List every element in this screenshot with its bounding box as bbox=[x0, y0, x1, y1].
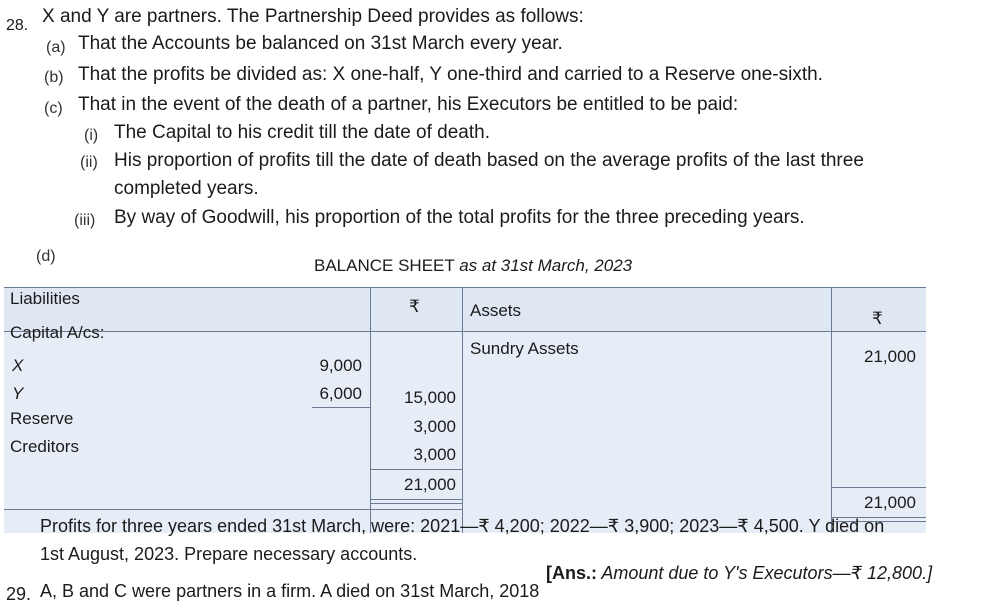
answer-label: Ans.: bbox=[552, 563, 597, 583]
col-divider-liabilities bbox=[370, 287, 371, 533]
assets-total-rule-top bbox=[831, 487, 926, 488]
header-liabilities: Liabilities bbox=[10, 289, 80, 308]
col-divider-middle bbox=[462, 287, 463, 533]
answer-open-bracket: [ bbox=[546, 563, 552, 583]
profits-statement-continuation: 1st August, 2023. Prepare necessary accounts. bbox=[40, 544, 418, 564]
balance-sheet-title bbox=[314, 256, 632, 276]
table-top-border bbox=[4, 287, 926, 288]
creditors-label: Creditors bbox=[10, 437, 79, 456]
partner-x-label: X bbox=[12, 356, 24, 375]
subitem-ii-continuation: completed years. bbox=[114, 178, 259, 199]
question-intro: X and Y are partners. The Partnership Deed provides as follows: bbox=[42, 6, 584, 27]
item-mark-a: (a) bbox=[46, 39, 66, 56]
question-number: 28. bbox=[6, 17, 29, 34]
header-assets: Assets bbox=[470, 301, 522, 320]
item-c-text: That in the event of the death of a partner, his Executors be entitled to be paid: bbox=[78, 94, 739, 115]
subitem-mark-iii: (iii) bbox=[74, 212, 96, 229]
balance-sheet-title-prefix: BALANCE SHEET bbox=[314, 256, 460, 275]
partner-x-capital: 9,000 bbox=[319, 356, 362, 375]
table-bottom-border bbox=[4, 509, 462, 510]
item-mark-b: (b) bbox=[44, 69, 64, 86]
profits-statement: Profits for three years ended 31st March, were: 2021—₹ 4,200; 2022—₹ 3,900; 2023—₹ 4,500. Y died on bbox=[40, 516, 885, 536]
col-divider-assets bbox=[831, 287, 832, 533]
capital-total: 15,000 bbox=[404, 388, 456, 407]
partner-y-label: Y bbox=[12, 384, 24, 403]
liabilities-total-rule-double bbox=[370, 503, 462, 504]
sundry-assets-value: 21,000 bbox=[864, 347, 916, 366]
balance-sheet-title-date: as at 31st March, 2023 bbox=[459, 256, 633, 275]
question-29-text: A, B and C were partners in a firm. A died on 31st March, 2018 bbox=[40, 581, 540, 601]
header-bottom-border bbox=[4, 331, 926, 332]
liabilities-total-rule-top bbox=[370, 469, 462, 470]
creditors-value: 3,000 bbox=[413, 445, 456, 464]
item-a-text: That the Accounts be balanced on 31st March every year. bbox=[78, 33, 563, 54]
answer-text: Amount due to Y's Executors—₹ 12,800.] bbox=[597, 563, 933, 583]
subitem-mark-ii: (ii) bbox=[80, 154, 98, 171]
subitem-iii-text: By way of Goodwill, his proportion of the total profits for the three preceding years. bbox=[114, 207, 805, 228]
capital-accounts-label: Capital A/cs: bbox=[10, 323, 105, 342]
liabilities-total: 21,000 bbox=[404, 475, 456, 494]
subitem-ii-text: His proportion of profits till the date of death based on the average profits of the last three bbox=[114, 150, 864, 171]
subitem-i-text: The Capital to his credit till the date of death. bbox=[114, 122, 490, 143]
item-b-text: That the profits be divided as: X one-half, Y one-third and carried to a Reserve one-sixth. bbox=[78, 64, 823, 85]
capital-subtotal-rule bbox=[312, 407, 370, 408]
item-mark-d: (d) bbox=[36, 248, 56, 265]
answer-note bbox=[546, 562, 932, 584]
header-rupee-left: ₹ bbox=[409, 297, 420, 316]
subitem-mark-i: (i) bbox=[84, 127, 99, 144]
balance-sheet-header-row bbox=[4, 287, 926, 331]
assets-total: 21,000 bbox=[864, 493, 916, 512]
partner-y-capital: 6,000 bbox=[319, 384, 362, 403]
sundry-assets-label: Sundry Assets bbox=[470, 339, 579, 358]
question-29-number: 29. bbox=[6, 584, 32, 604]
reserve-label: Reserve bbox=[10, 409, 74, 428]
balance-sheet-table bbox=[4, 287, 926, 533]
header-rupee-right: ₹ bbox=[872, 309, 883, 328]
reserve-value: 3,000 bbox=[413, 417, 456, 436]
liabilities-total-rule-bottom bbox=[370, 499, 462, 500]
item-mark-c: (c) bbox=[44, 100, 63, 117]
